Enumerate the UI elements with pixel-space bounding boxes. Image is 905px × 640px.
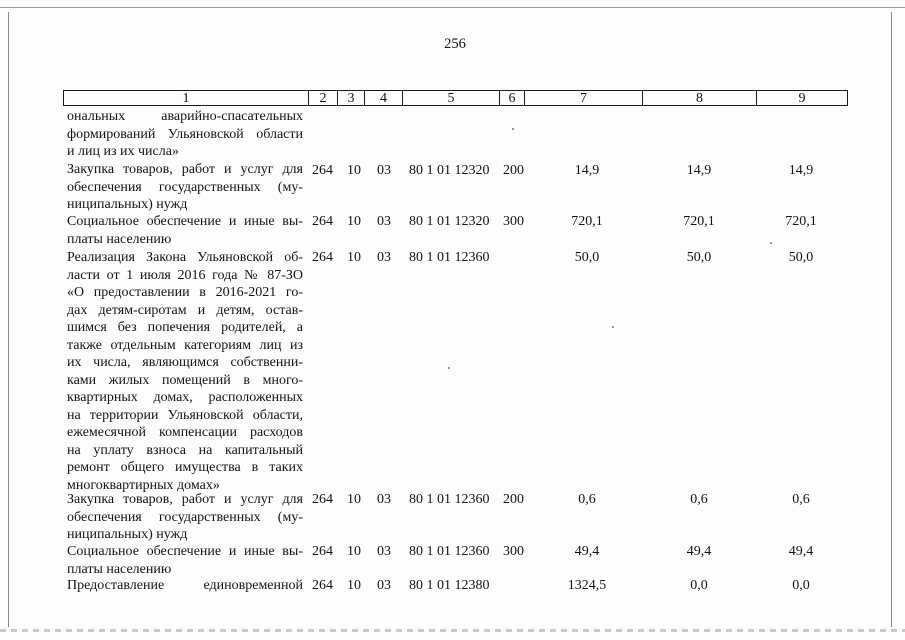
description-line: Социальное обеспечение и иные вы-: [67, 214, 303, 229]
header-col-4: 4: [365, 91, 403, 105]
description-line: ональных аварийно-спасательных: [67, 109, 303, 124]
description-line: шимся без попечения родителей, а: [67, 320, 303, 335]
cell-target-article: 80 1 01 12380: [409, 578, 490, 593]
cell-amount-col8: 0,0: [690, 578, 708, 593]
description-line: платы населению: [67, 561, 172, 577]
description-line: обеспечения государственных (му-: [67, 179, 303, 195]
cell-expense-type: 200: [503, 492, 524, 507]
description-line: на территории Ульяновской области,: [67, 407, 303, 423]
description-line: Предоставление единовременной: [67, 578, 303, 593]
cell-ministry-code: 264: [312, 250, 333, 265]
cell-subsection: 03: [377, 214, 391, 229]
description-line: квартирных домах, расположенных: [67, 390, 303, 405]
cell-ministry-code: 264: [312, 492, 333, 507]
cell-section: 10: [347, 163, 361, 178]
header-col-9: 9: [798, 91, 806, 106]
cell-expense-type: 200: [503, 163, 524, 178]
description-line: «О предоставлении в 2016-2021 го-: [67, 285, 303, 300]
header-col-1: 1: [64, 91, 309, 105]
header-col-2: 2: [309, 91, 338, 105]
scan-edge-right: [891, 12, 892, 627]
description-line: Закупка товаров, работ и услуг для: [67, 162, 303, 177]
table-header-row: [63, 90, 848, 106]
description-line: дах детям-сиротам и детям, остав-: [67, 302, 303, 318]
description-line: на уплату взноса на капитальный: [67, 442, 303, 458]
header-col-5: 5: [403, 91, 500, 105]
cell-section: 10: [347, 544, 361, 559]
cell-amount-col9: 0,6: [792, 492, 810, 507]
cell-target-article: 80 1 01 12360: [409, 544, 490, 559]
description-line: ласти от 1 июля 2016 года № 87-ЗО: [67, 267, 303, 283]
description-line: ниципальных) нужд: [67, 527, 188, 542]
cell-amount-col8: 0,6: [690, 492, 708, 507]
table-row-description: [67, 161, 303, 214]
scan-speck: [612, 326, 614, 328]
table-row-description: [67, 249, 303, 494]
description-line: Социальное обеспечение и иные вы-: [67, 544, 303, 559]
cell-amount-col8: 14,9: [686, 163, 712, 178]
cell-subsection: 03: [377, 163, 391, 178]
description-line: платы населению: [67, 231, 172, 247]
description-line: формирований Ульяновской области: [67, 126, 303, 142]
cell-amount-col7: 0,6: [578, 492, 596, 507]
cell-target-article: 80 1 01 12320: [409, 163, 490, 178]
scan-edge-bottom: [0, 629, 905, 632]
cell-amount-col7: 14,9: [574, 163, 600, 178]
cell-ministry-code: 264: [312, 544, 333, 559]
description-line: обеспечения государственных (му-: [67, 509, 303, 525]
cell-section: 10: [347, 214, 361, 229]
cell-subsection: 03: [377, 544, 391, 559]
cell-subsection: 03: [377, 250, 391, 265]
cell-target-article: 80 1 01 12320: [409, 214, 490, 229]
description-line: ремонт общего имущества в таких: [67, 460, 303, 475]
scan-edge-left: [8, 12, 9, 627]
header-col-3: 3: [338, 91, 365, 105]
cell-amount-col9: 0,0: [792, 578, 810, 593]
cell-amount-col9: 49,4: [788, 544, 814, 559]
cell-amount-col8: 720,1: [683, 214, 715, 229]
table-row-description: [67, 213, 303, 248]
description-line: Реализация Закона Ульяновской об-: [67, 250, 303, 265]
table-row-description: [67, 108, 303, 161]
header-col-7: 7: [525, 91, 643, 105]
scan-speck: [448, 367, 450, 369]
table-row-description: [67, 577, 303, 595]
cell-ministry-code: 264: [312, 163, 333, 178]
description-line: многоквартирных домах»: [67, 477, 220, 493]
scan-speck: [770, 242, 772, 244]
description-line: ниципальных) нужд: [67, 197, 188, 212]
cell-amount-col9: 14,9: [788, 163, 814, 178]
cell-amount-col8: 50,0: [686, 250, 712, 265]
table-row-description: [67, 543, 303, 578]
cell-expense-type: 300: [503, 544, 524, 559]
scan-edge-top: [0, 7, 905, 8]
cell-amount-col9: 50,0: [788, 250, 814, 265]
cell-expense-type: 300: [503, 214, 524, 229]
cell-section: 10: [347, 492, 361, 507]
page-number: 256: [444, 36, 466, 52]
scan-speck: [512, 128, 514, 130]
cell-target-article: 80 1 01 12360: [409, 250, 490, 265]
cell-section: 10: [347, 250, 361, 265]
cell-amount-col7: 50,0: [574, 250, 600, 265]
cell-target-article: 80 1 01 12360: [409, 492, 490, 507]
header-col-8: 8: [643, 91, 757, 105]
description-line: также отдельным категориям лиц из: [67, 337, 303, 353]
cell-subsection: 03: [377, 492, 391, 507]
cell-amount-col7: 1324,5: [567, 578, 607, 593]
table-row-description: [67, 491, 303, 544]
header-col-6: 6: [500, 91, 525, 105]
cell-ministry-code: 264: [312, 578, 333, 593]
cell-amount-col8: 49,4: [686, 544, 712, 559]
description-line: Закупка товаров, работ и услуг для: [67, 492, 303, 507]
description-line: ками жилых помещений в много-: [67, 372, 303, 388]
cell-amount-col7: 720,1: [571, 214, 603, 229]
cell-amount-col9: 720,1: [785, 214, 817, 229]
cell-subsection: 03: [377, 578, 391, 593]
cell-amount-col7: 49,4: [574, 544, 600, 559]
description-line: и лиц из их числа»: [67, 144, 179, 159]
description-line: ежемесячной компенсации расходов: [67, 425, 303, 440]
description-line: их числа, являющимся собственни-: [67, 355, 303, 370]
cell-section: 10: [347, 578, 361, 593]
cell-ministry-code: 264: [312, 214, 333, 229]
